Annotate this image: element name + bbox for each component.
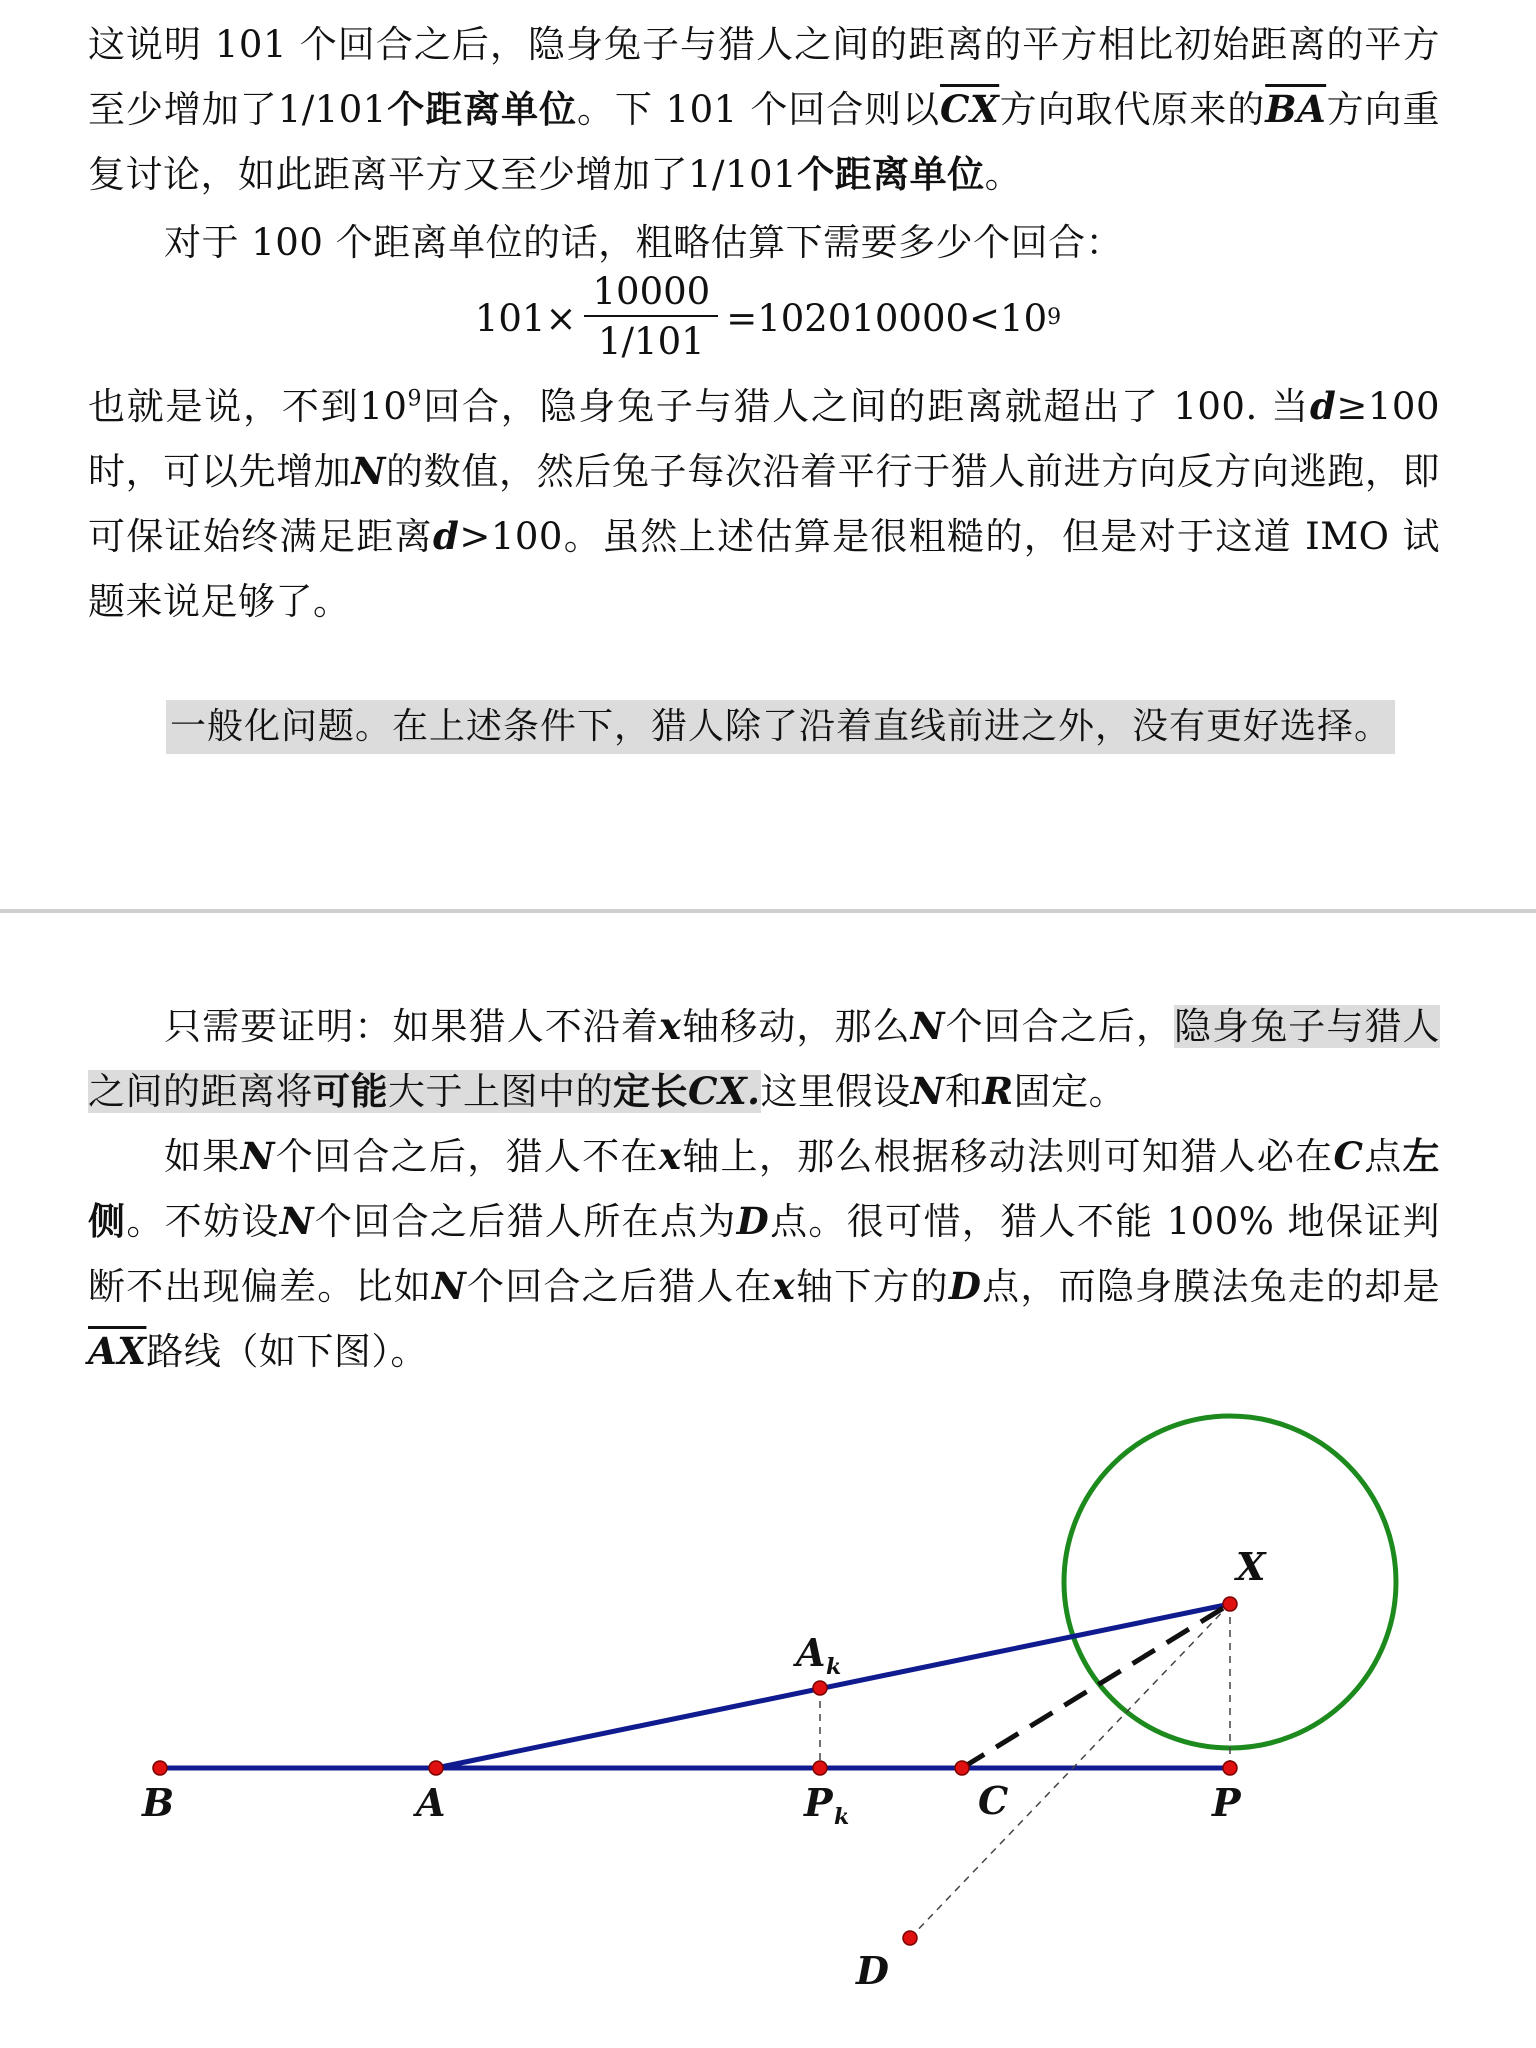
text: 也就是说，不到	[88, 385, 360, 428]
text: 个回合之后，	[944, 1005, 1175, 1048]
text: >100。虽然上述估算是很粗糙的，但是对于这道 IMO 试题来说足够了。	[88, 515, 1441, 623]
text: 如果	[164, 1135, 241, 1178]
text: 回合，隐身兔子与猎人之间的距离就超出了 100. 当	[421, 385, 1311, 428]
math-power-exp: 9	[407, 386, 422, 412]
text: 。下 101 个回合则以	[576, 88, 941, 131]
text: 轴上，那么根据移动法则可知猎人必在	[681, 1135, 1334, 1178]
text: 。不妨设	[126, 1200, 280, 1243]
var-r: R	[982, 1069, 1014, 1113]
text: 这里假设	[760, 1070, 911, 1113]
fraction-denominator: 1/101	[598, 320, 705, 363]
math-power-base: 10	[359, 385, 408, 428]
point-pk	[813, 1761, 827, 1775]
segment-ax	[436, 1604, 1230, 1768]
formula-fraction	[584, 269, 718, 367]
label-c: C	[978, 1778, 1009, 1823]
bold-term: 定长	[613, 1070, 688, 1113]
label-b: B	[142, 1780, 175, 1825]
var-d: d	[1310, 384, 1337, 428]
text: 的数值，然后兔子每次沿着平行于猎人前进方向反方向逃跑，即可保证始终满足距离	[88, 450, 1441, 558]
formula-rhs: =102010000<10	[726, 296, 1048, 340]
bold-term: 左侧	[88, 1135, 1441, 1243]
var-x: x	[658, 1134, 682, 1178]
estimate-intro: 对于 100 个距离单位的话，粗略估算下需要多少个回合：	[164, 221, 1124, 264]
text: 固定。	[1013, 1070, 1127, 1113]
point-b	[153, 1761, 167, 1775]
formula-lhs: 101×	[474, 296, 577, 340]
point-ak	[813, 1681, 827, 1695]
point-d	[903, 1931, 917, 1945]
var-cx: CX	[688, 1069, 748, 1113]
point-p	[1223, 1761, 1237, 1775]
text: 点	[1363, 1135, 1403, 1178]
text: 只需要证明：如果猎人不沿着	[164, 1005, 660, 1048]
math-fraction: 1/101	[688, 153, 798, 196]
text: ≥100时，可以先增加	[88, 385, 1441, 493]
page-divider	[0, 909, 1536, 913]
top-page	[0, 0, 1536, 910]
var-n: N	[279, 1199, 315, 1243]
var-n: N	[910, 1004, 945, 1048]
label-ak-sub: k	[826, 1654, 842, 1680]
paragraph-2	[88, 210, 1440, 275]
paragraph-1	[88, 12, 1440, 207]
text: 个回合之后猎人在	[466, 1265, 773, 1308]
bold-term: 个距离单位	[386, 88, 577, 131]
estimate-formula: 101× $\frac{10000}{1/101}$ =102010000<10 9	[0, 268, 1536, 368]
label-pk-sub: k	[834, 1804, 850, 1830]
vector-ax: $\overline{AX}$	[88, 1329, 147, 1373]
bold-term: 可能	[313, 1070, 388, 1113]
text: 大于上图中的	[388, 1070, 613, 1113]
var-n: N	[431, 1264, 467, 1308]
vector-ba: $\overline{BA}$	[1265, 87, 1327, 131]
paragraph-3	[88, 374, 1440, 634]
generalization-highlight: 一般化问题。在上述条件下，猎人除了沿着直线前进之外，没有更好选择。	[166, 700, 1395, 754]
label-p: P	[1212, 1780, 1241, 1825]
point-c	[955, 1761, 969, 1775]
text: 方向重复讨论，如此距离平方又至少增加了	[88, 88, 1440, 196]
point-a	[429, 1761, 443, 1775]
var-n: N	[910, 1069, 945, 1113]
point-x	[1223, 1597, 1237, 1611]
text: .	[747, 1069, 761, 1113]
text: 点。很可惜，猎人不能 100% 地保证判断不出现偏差。比如	[88, 1200, 1441, 1308]
text: 和	[944, 1070, 983, 1113]
bottom-page	[0, 914, 1536, 2048]
var-x: x	[659, 1004, 682, 1048]
fraction-numerator: 10000	[584, 269, 718, 317]
var-x: x	[772, 1264, 796, 1308]
text: 轴下方的	[795, 1265, 949, 1308]
label-d: D	[856, 1948, 889, 1993]
text: 方向取代原来的	[999, 88, 1266, 131]
label-pk: P	[804, 1780, 833, 1825]
var-d: D	[948, 1264, 982, 1308]
text: 个回合之后猎人所在点为	[314, 1200, 737, 1243]
label-a: A	[416, 1780, 446, 1825]
text: 点，而隐身膜法兔走的却是	[981, 1265, 1441, 1308]
var-d: d	[432, 514, 460, 558]
label-x: X	[1236, 1544, 1266, 1589]
text: 个回合之后，猎人不在	[274, 1135, 659, 1178]
vector-cx: $\overline{CX}$	[940, 87, 1000, 131]
text: 隐身兔子与猎人之间的距离将	[88, 1005, 1441, 1113]
text: 路线（如下图）。	[146, 1330, 428, 1373]
var-n: N	[240, 1134, 275, 1178]
bold-term: 个距离单位	[797, 153, 985, 196]
var-n: N	[351, 449, 386, 493]
var-d: D	[736, 1199, 770, 1243]
var-c: C	[1333, 1134, 1364, 1178]
math-fraction: 1/101	[277, 88, 387, 131]
text: 。	[984, 153, 1023, 196]
label-ak: A	[796, 1630, 826, 1675]
geometry-diagram	[0, 914, 1536, 2048]
text: 这说明 101 个回合之后，隐身兔子与猎人之间的距离的平方相比初始距离的平方至少增加了	[88, 23, 1440, 131]
text: 轴移动，那么	[681, 1005, 911, 1048]
